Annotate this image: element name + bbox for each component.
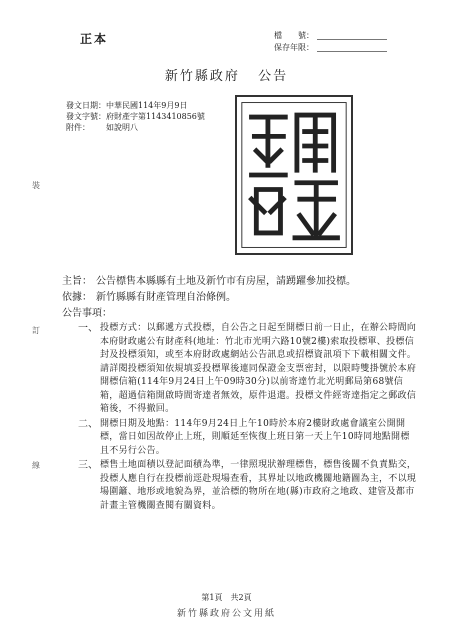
- issue-info: [66, 100, 205, 133]
- basis-row: [62, 291, 417, 305]
- seal-graphic: [237, 97, 351, 253]
- binding-mark-3: 線: [32, 461, 40, 470]
- items-label: 公告事項：: [62, 308, 112, 319]
- subject-text: 公告標售本縣縣有土地及新竹市有房屋，請踴躍參加投標。: [96, 276, 356, 287]
- official-seal: [235, 95, 353, 255]
- agency-name: 新竹縣政府: [164, 69, 240, 84]
- issue-number-row: 發文字號： 府財產字第1143410856號: [66, 112, 205, 121]
- binding-mark-1: 裝: [32, 181, 40, 190]
- subject-label: 主旨：: [62, 276, 92, 287]
- attachment-row: 附件： 如說明八: [66, 123, 138, 132]
- retention-blank: [317, 42, 387, 52]
- copy-label: 正本: [80, 32, 109, 46]
- binding-mark-2: 訂: [32, 326, 40, 335]
- announcement-item-2: [62, 418, 417, 459]
- item-number: 三、: [78, 460, 98, 471]
- file-number-blank: [317, 30, 387, 40]
- issue-number: 府財產字第1143410856號: [106, 112, 205, 121]
- document-title: [0, 65, 453, 84]
- file-meta: [272, 30, 387, 54]
- item-number: 二、: [78, 418, 98, 430]
- basis-label: 依據：: [62, 292, 92, 303]
- page-number: 第1頁 共2頁: [201, 593, 252, 602]
- document-type: 公告: [258, 69, 289, 84]
- document-body: [62, 275, 417, 513]
- announcement-item-1: [62, 322, 417, 417]
- item-text: 開標日期及地點：114年9月24日上午10時於本府2樓財政處會議室公開開標，當日如因故停止上班，則順延至恢復上班日第一天上午10時同地點開標且不另行公告。: [100, 418, 410, 456]
- issue-date: 中華民國114年9月9日: [106, 101, 188, 110]
- basis-text: 新竹縣縣有財產管理自治條例。: [96, 292, 236, 303]
- announcement-item-3: [62, 459, 417, 513]
- attachment: 如說明八: [106, 123, 138, 132]
- item-number: 一、: [78, 323, 98, 334]
- subject-row: [62, 275, 417, 289]
- item-text: 標售土地面積以登記面積為準，一律照現狀辦理標售，標售後關不負責點交，投標人應自行在投標前逕赴現場查看，其界址以地政機關地籍圖為主，不以現場圍籬、地形或地貌為界，並洽標的物所在地(縣)市政府之地政、建管及都市計畫主管機關查閱有關資料。: [100, 460, 417, 511]
- retention-label: 保存年限：: [274, 43, 314, 52]
- form-name: 新竹縣政府公文用紙: [176, 609, 276, 619]
- issue-date-row: 發文日期： 中華民國114年9月9日: [66, 101, 188, 110]
- file-number-label: 檔 號：: [274, 31, 314, 40]
- item-text: 投標方式：以郵遞方式投標，自公告之日起至開標日前一日止，在辦公時間向本府財政處公有財產科(地址：竹北市光明六路10號2樓)索取投標單、投標信封及投標須知，或至本府財政處網站公告訊息或招標資訊項下下載相關文件。請詳閱投標須知依規填妥投標單後連同保證金支票密封，以限時雙掛號於本府開標信箱(114年9月24日上午09時30分)以前寄達竹北光明郵局第68號信箱，超過信箱開啟時間寄達者無效，原件退還。投標文件經寄達指定之郵政信箱後，不得撤回。: [100, 323, 417, 414]
